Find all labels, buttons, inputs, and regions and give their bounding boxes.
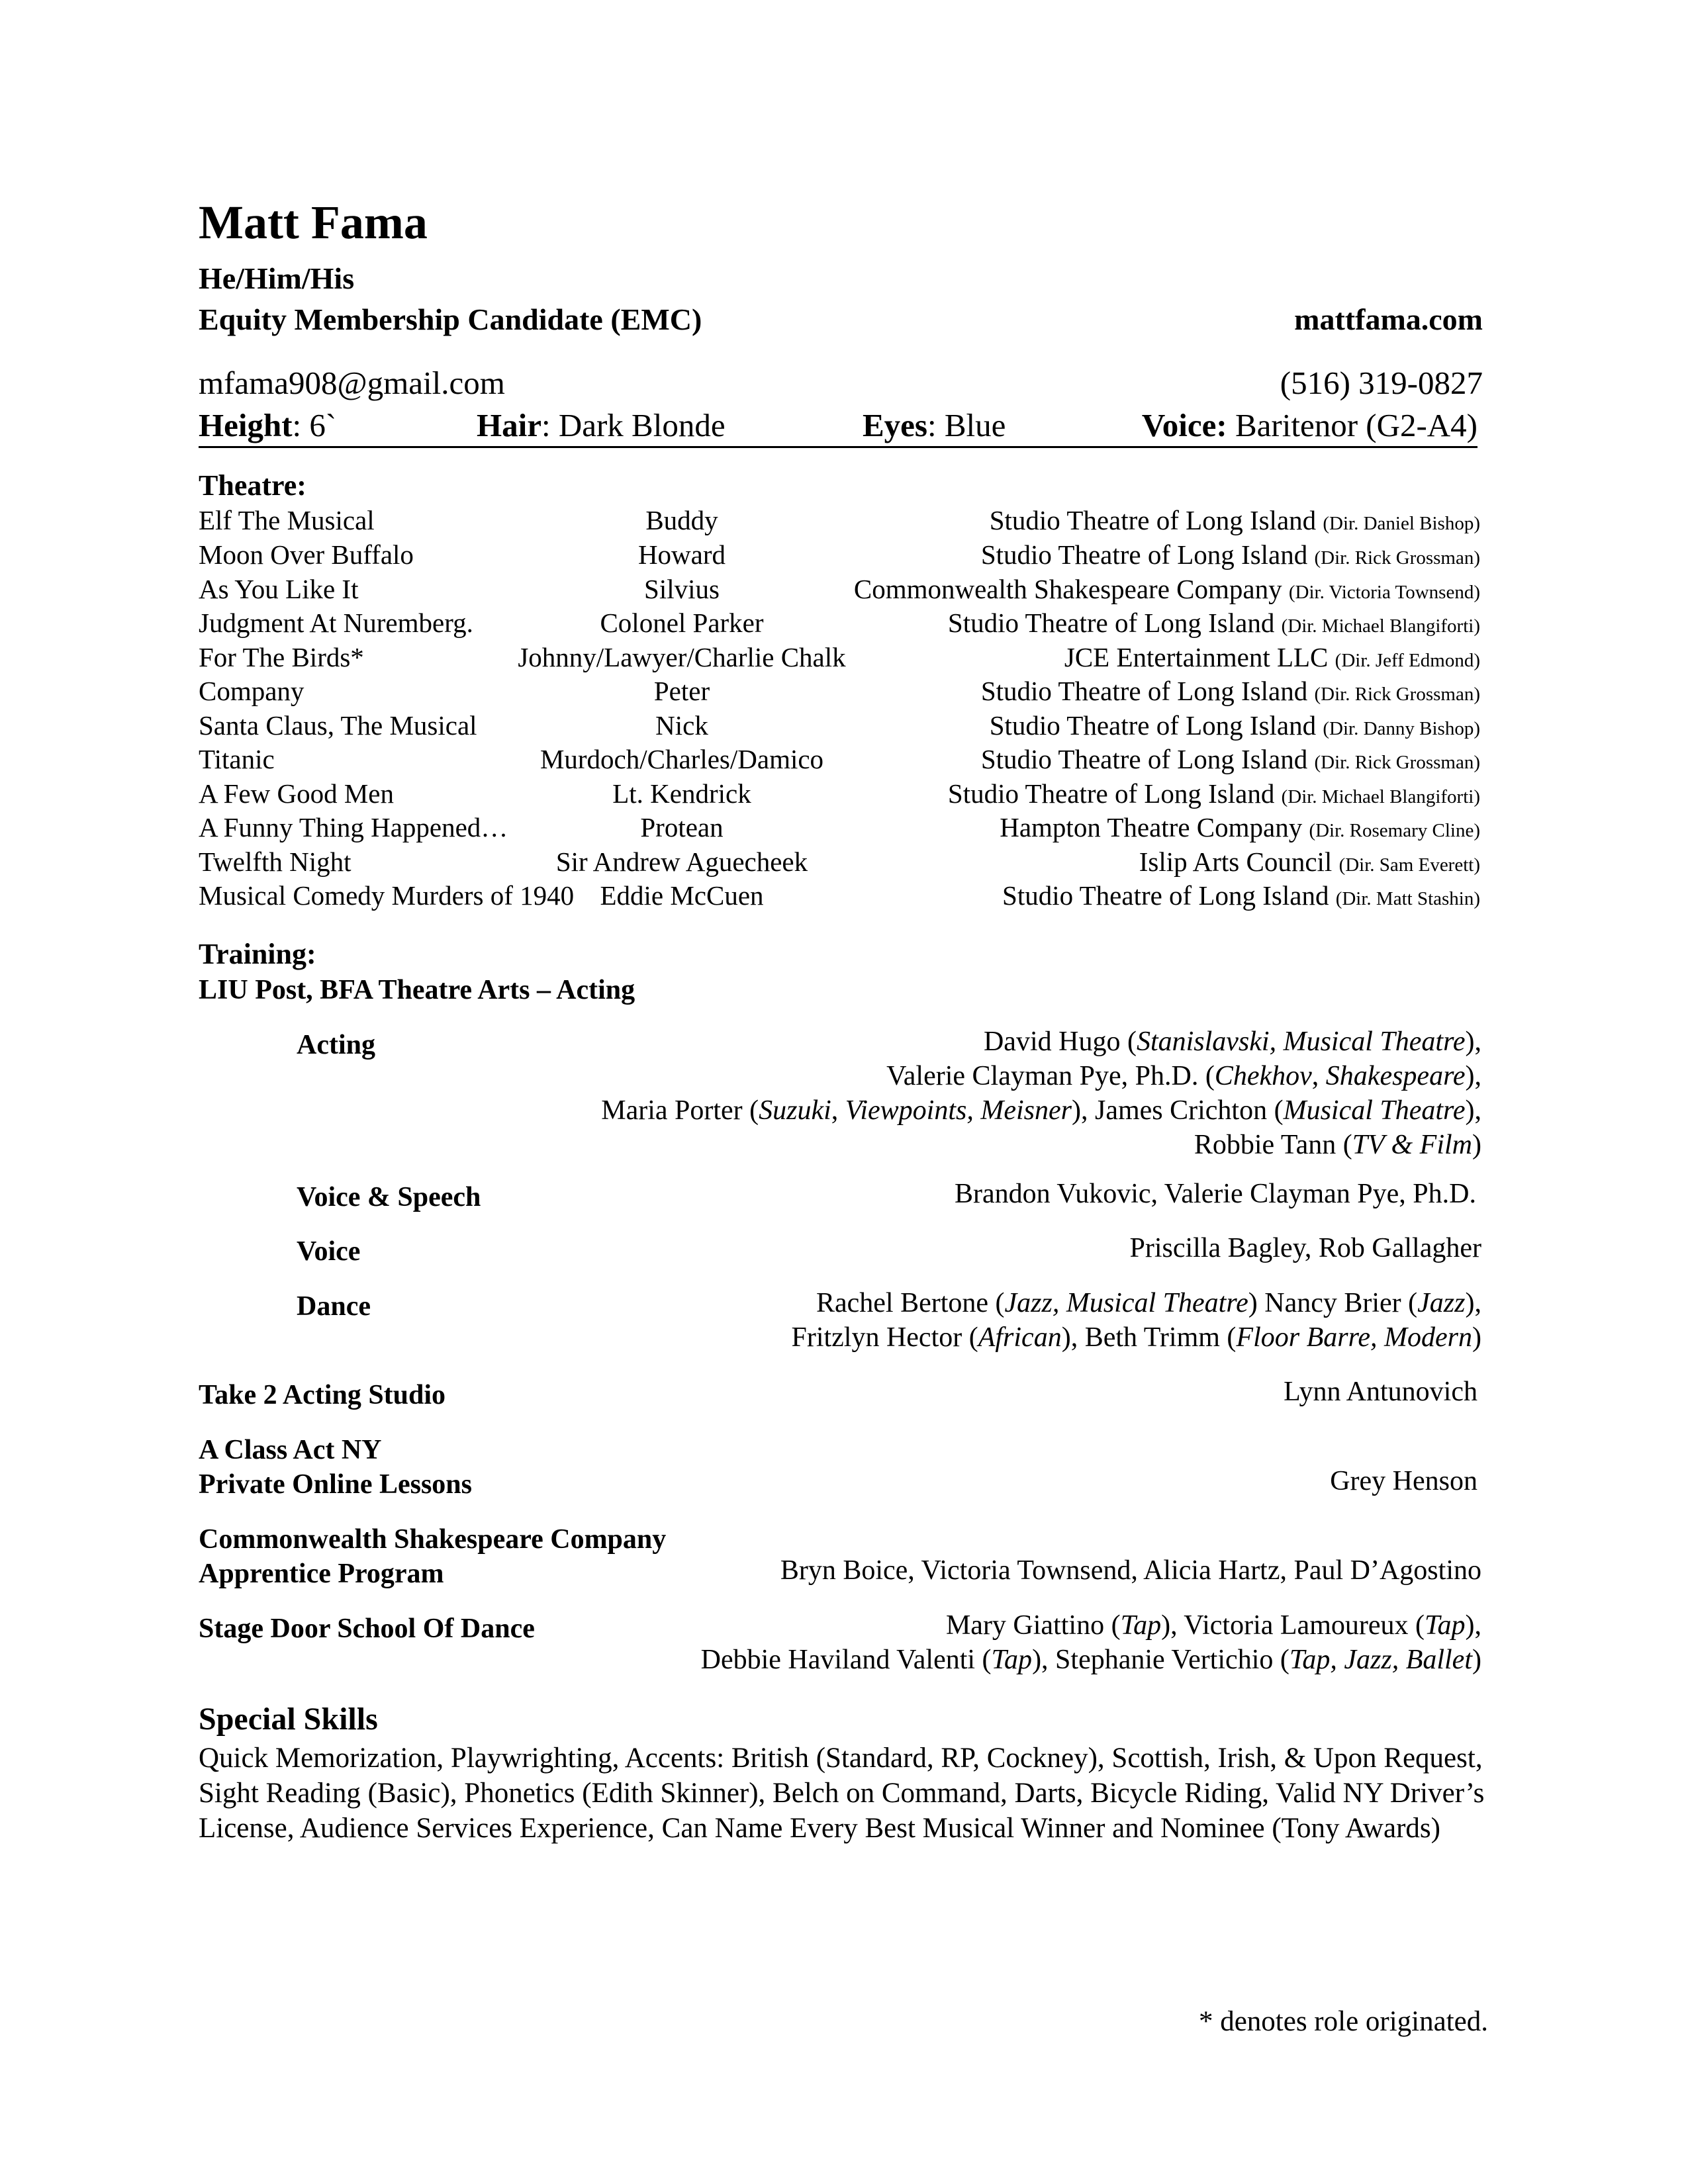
csc-label: Commonwealth Shakespeare Company: [199, 1524, 667, 1555]
skills-text: Quick Memorization, Playwrighting, Accents: British (Standard, RP, Cockney), Scottish, Irish, & Upon Request, Sight Reading (Basic), Phonetics (Edith Skinner), Belch on Command, Darts, Bicycle Riding, Valid NY Driver’s License, Audience Services Experience, Can Name Every Best Musical Winner and Nominee (Tony Awards): [199, 1743, 1485, 1844]
hair-stat: Hair: Dark Blonde: [477, 407, 726, 443]
physical-stats: [199, 406, 1477, 448]
csc-teachers: Bryn Boice, Victoria Townsend, Alicia Hartz, Paul D’Agostino: [780, 1555, 1481, 1586]
dance-label: Dance: [297, 1291, 371, 1322]
csc-sublabel: Apprentice Program: [199, 1559, 444, 1589]
table-row: For The Birds* Johnny/Lawyer/Charlie Chalk JCE Entertainment LLC (Dir. Jeff Edmond): [199, 642, 1480, 672]
training-school: LIU Post, BFA Theatre Arts – Acting: [199, 975, 635, 1005]
eyes-stat: Eyes: Blue: [863, 407, 1006, 443]
voice-speech-label: Voice & Speech: [297, 1182, 481, 1212]
table-row: Twelfth Night Sir Andrew Aguecheek Islip Arts Council (Dir. Sam Everett): [199, 846, 1480, 877]
table-row: A Few Good Men Lt. Kendrick Studio Theatre of Long Island (Dir. Michael Blangiforti): [199, 778, 1480, 809]
dance-teachers: Rachel Bertone (Jazz, Musical Theatre) Nancy Brier (Jazz), Fritzlyn Hector (African), Beth Trimm (Floor Barre, Modern): [791, 1288, 1481, 1353]
table-row: Titanic Murdoch/Charles/Damico Studio Theatre of Long Island (Dir. Rick Grossman): [199, 744, 1480, 774]
table-row: Judgment At Nuremberg. Colonel Parker Studio Theatre of Long Island (Dir. Michael Blangiforti): [199, 608, 1480, 638]
table-row: Santa Claus, The Musical Nick Studio Theatre of Long Island (Dir. Danny Bishop): [199, 710, 1480, 741]
website-link[interactable]: mattfama.com: [1294, 302, 1483, 336]
take2-label: Take 2 Acting Studio: [199, 1380, 446, 1410]
acting-label: Acting: [297, 1030, 375, 1060]
stagedoor-label: Stage Door School Of Dance: [199, 1614, 535, 1644]
table-row: Moon Over Buffalo Howard Studio Theatre of Long Island (Dir. Rick Grossman): [199, 539, 1480, 570]
training-heading: Training:: [199, 938, 316, 970]
theatre-heading: Theatre:: [199, 469, 306, 502]
table-row: A Funny Thing Happened… Protean Hampton Theatre Company (Dir. Rosemary Cline): [199, 812, 1480, 842]
table-row: Company Peter Studio Theatre of Long Island (Dir. Rick Grossman): [199, 676, 1480, 706]
voice-teachers: Priscilla Bagley, Rob Gallagher: [1129, 1233, 1481, 1263]
phone-number: (516) 319-0827: [1280, 365, 1483, 401]
voice-speech-teachers: Brandon Vukovic, Valerie Clayman Pye, Ph.D.: [955, 1179, 1476, 1209]
footnote: * denotes role originated.: [1198, 2006, 1488, 2037]
name-heading: Matt Fama: [199, 196, 428, 249]
classact-label: A Class Act NY: [199, 1435, 382, 1465]
table-row: Musical Comedy Murders of 1940 Eddie McCuen Studio Theatre of Long Island (Dir. Matt Stashin): [199, 880, 1480, 911]
table-row: As You Like It Silvius Commonwealth Shakespeare Company (Dir. Victoria Townsend): [199, 574, 1480, 604]
height-stat: Height: 6`: [199, 407, 337, 443]
pronouns: He/Him/His: [199, 261, 355, 295]
skills-heading: Special Skills: [199, 1702, 378, 1737]
classact-teacher: Grey Henson: [1330, 1466, 1477, 1496]
acting-teachers: David Hugo (Stanislavski, Musical Theatre), Valerie Clayman Pye, Ph.D. (Chekhov, Shakespeare), Maria Porter (Suzuki, Viewpoints, Meisner), James Crichton (Musical Theatre), Robbie Tann (TV & Film): [601, 1026, 1481, 1160]
classact-sublabel: Private Online Lessons: [199, 1469, 473, 1500]
voice-label: Voice: [297, 1236, 361, 1267]
stagedoor-teachers: Mary Giattino (Tap), Victoria Lamoureux (Tap), Debbie Haviland Valenti (Tap), Stephanie Vertichio (Tap, Jazz, Ballet): [700, 1610, 1481, 1675]
voice-stat: Voice: Baritenor (G2-A4): [1141, 407, 1477, 443]
table-row: Elf The Musical Buddy Studio Theatre of Long Island (Dir. Daniel Bishop): [199, 505, 1480, 535]
email-address[interactable]: mfama908@gmail.com: [199, 365, 505, 401]
take2-teacher: Lynn Antunovich: [1284, 1377, 1477, 1407]
union-status: Equity Membership Candidate (EMC): [199, 302, 702, 336]
